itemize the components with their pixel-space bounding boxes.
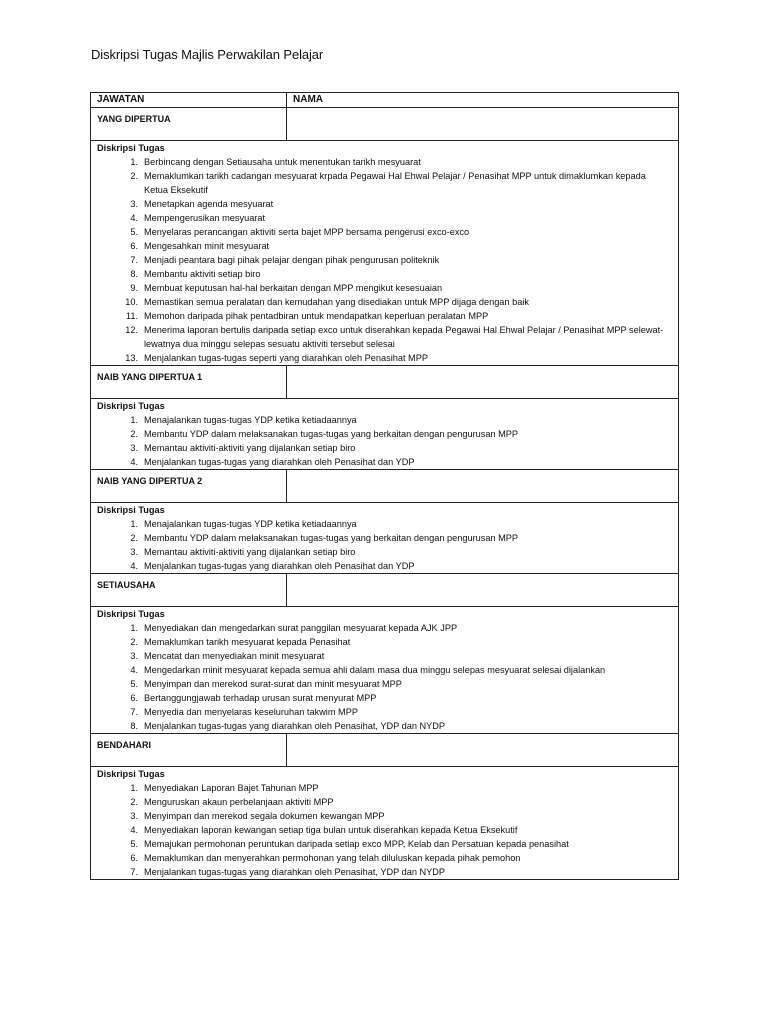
list-item	[97, 719, 672, 733]
task-text: Membantu YDP dalam melaksanakan tugas-tugas yang berkaitan dengan pengurusan MPP	[144, 429, 519, 439]
task-number: 1.	[130, 783, 138, 793]
task-number: 4.	[130, 213, 138, 223]
list-item	[97, 559, 672, 573]
list-item	[97, 413, 672, 427]
list-item	[97, 211, 672, 225]
description-cell	[91, 399, 679, 470]
list-item	[97, 781, 672, 795]
task-text: Mengesahkan minit mesyuarat	[144, 241, 270, 251]
list-item	[97, 691, 672, 705]
task-number: 8.	[130, 721, 138, 731]
task-list	[97, 781, 672, 879]
task-text: Mengedarkan minit mesyuarat kepada semua ahli dalam masa dua minggu selepas mesyuarat selesai dijalankan	[144, 665, 606, 675]
description-cell	[91, 607, 679, 734]
description-row	[91, 607, 679, 734]
task-list	[97, 621, 672, 733]
list-item	[97, 677, 672, 691]
description-row	[91, 141, 679, 366]
task-text: Memantau aktiviti-aktiviti yang dijalankan setiap biro	[144, 443, 356, 453]
task-number: 4.	[130, 825, 138, 835]
task-number: 6.	[130, 241, 138, 251]
name-cell[interactable]	[287, 574, 679, 607]
description-row	[91, 503, 679, 574]
list-item	[97, 517, 672, 531]
task-number: 7.	[130, 255, 138, 265]
list-item	[97, 705, 672, 719]
task-text: Menyediakan Laporan Bajet Tahunan MPP	[144, 783, 319, 793]
header-nama: NAMA	[287, 93, 679, 108]
task-text: Menjalankan tugas-tugas yang diarahkan oleh Penasihat, YDP dan NYDP	[144, 867, 446, 877]
task-number: 1.	[130, 519, 138, 529]
list-item	[97, 155, 672, 169]
list-item	[97, 649, 672, 663]
description-label: Diskripsi Tugas	[97, 143, 165, 153]
list-item	[97, 197, 672, 211]
task-number: 12.	[125, 325, 138, 335]
task-number: 5.	[130, 227, 138, 237]
task-number: 5.	[130, 679, 138, 689]
task-text: Berbincang dengan Setiausaha untuk menentukan tarikh mesyuarat	[144, 157, 421, 167]
role-title: BENDAHARI	[91, 734, 287, 767]
task-text: Memastikan semua peralatan dan kemudahan yang disediakan untuk MPP dijaga dengan baik	[144, 297, 529, 307]
duties-table-body	[91, 93, 679, 880]
list-item	[97, 635, 672, 649]
task-number: 1.	[130, 623, 138, 633]
name-cell[interactable]	[287, 108, 679, 141]
role-row	[91, 366, 679, 399]
task-number: 3.	[130, 443, 138, 453]
task-text: Mempengerusikan mesyuarat	[144, 213, 266, 223]
description-row	[91, 767, 679, 880]
description-label: Diskripsi Tugas	[97, 505, 165, 515]
task-number: 2.	[130, 533, 138, 543]
task-number: 10.	[125, 297, 138, 307]
task-text: Membantu YDP dalam melaksanakan tugas-tugas yang berkaitan dengan pengurusan MPP	[144, 533, 519, 543]
task-number: 3.	[130, 651, 138, 661]
task-number: 2.	[130, 637, 138, 647]
list-item	[97, 169, 672, 197]
role-row	[91, 470, 679, 503]
task-number: 7.	[130, 867, 138, 877]
role-row	[91, 574, 679, 607]
duties-table	[90, 92, 679, 880]
task-number: 5.	[130, 839, 138, 849]
description-cell	[91, 141, 679, 366]
name-cell[interactable]	[287, 470, 679, 503]
list-item	[97, 809, 672, 823]
list-item	[97, 455, 672, 469]
task-number: 6.	[130, 693, 138, 703]
task-list	[97, 517, 672, 573]
role-title: YANG DIPERTUA	[91, 108, 287, 141]
task-text: Menerima laporan bertulis daripada setiap exco untuk diserahkan kepada Pegawai Hal Ehwal Pelajar / Penasihat MPP selewat-lewatnya dua minggu selepas sesuatu aktiviti tersebut selesai	[144, 325, 664, 349]
header-jawatan: JAWATAN	[91, 93, 287, 108]
table-header-row	[91, 93, 679, 108]
task-number: 4.	[130, 457, 138, 467]
description-label: Diskripsi Tugas	[97, 769, 165, 779]
task-text: Menyimpan dan merekod segala dokumen kewangan MPP	[144, 811, 385, 821]
description-cell	[91, 767, 679, 880]
task-text: Menyedia dan menyelaras keseluruhan takwim MPP	[144, 707, 358, 717]
role-title: SETIAUSAHA	[91, 574, 287, 607]
list-item	[97, 531, 672, 545]
task-number: 9.	[130, 283, 138, 293]
task-number: 3.	[130, 199, 138, 209]
list-item	[97, 865, 672, 879]
task-number: 1.	[130, 415, 138, 425]
task-text: Menyelaras perancangan aktiviti serta bajet MPP bersama pengerusi exco-exco	[144, 227, 470, 237]
task-text: Bertanggungjawab terhadap urusan surat menyurat MPP	[144, 693, 377, 703]
task-text: Menjadi peantara bagi pihak pelajar dengan pihak pengurusan politeknik	[144, 255, 440, 265]
list-item	[97, 837, 672, 851]
list-item	[97, 851, 672, 865]
task-text: Mencatat dan menyediakan minit mesyuarat	[144, 651, 325, 661]
list-item	[97, 239, 672, 253]
task-number: 8.	[130, 269, 138, 279]
role-row	[91, 108, 679, 141]
task-text: Menjalankan tugas-tugas yang diarahkan oleh Penasihat dan YDP	[144, 457, 415, 467]
task-text: Menyediakan laporan kewangan setiap tiga bulan untuk diserahkan kepada Ketua Eksekutif	[144, 825, 518, 835]
name-cell[interactable]	[287, 366, 679, 399]
list-item	[97, 253, 672, 267]
task-number: 2.	[130, 797, 138, 807]
task-text: Memaklumkan tarikh mesyuarat kepada Penasihat	[144, 637, 351, 647]
task-text: Menjalankan tugas-tugas seperti yang diarahkan oleh Penasihat MPP	[144, 353, 428, 363]
task-text: Menguruskan akaun perbelanjaan aktiviti MPP	[144, 797, 334, 807]
task-number: 3.	[130, 811, 138, 821]
task-text: Menajalankan tugas-tugas YDP ketika ketiadaannya	[144, 415, 357, 425]
task-text: Menajalankan tugas-tugas YDP ketika ketiadaannya	[144, 519, 357, 529]
name-cell[interactable]	[287, 734, 679, 767]
list-item	[97, 823, 672, 837]
task-number: 2.	[130, 429, 138, 439]
task-list	[97, 155, 672, 365]
list-item	[97, 663, 672, 677]
list-item	[97, 545, 672, 559]
task-text: Menyediakan dan mengedarkan surat panggilan mesyuarat kepada AJK JPP	[144, 623, 458, 633]
list-item	[97, 295, 672, 309]
list-item	[97, 441, 672, 455]
task-number: 6.	[130, 853, 138, 863]
role-title: NAIB YANG DIPERTUA 1	[91, 366, 287, 399]
list-item	[97, 225, 672, 239]
description-label: Diskripsi Tugas	[97, 609, 165, 619]
list-item	[97, 427, 672, 441]
list-item	[97, 351, 672, 365]
document-title: Diskripsi Tugas Majlis Perwakilan Pelajar	[91, 47, 324, 62]
task-number: 2.	[130, 171, 138, 181]
task-text: Memantau aktiviti-aktiviti yang dijalankan setiap biro	[144, 547, 356, 557]
role-row	[91, 734, 679, 767]
description-label: Diskripsi Tugas	[97, 401, 165, 411]
task-number: 4.	[130, 665, 138, 675]
task-text: Memaklumkan dan menyerahkan permohonan yang telah diluluskan kepada pihak pemohon	[144, 853, 521, 863]
task-number: 3.	[130, 547, 138, 557]
task-number: 4.	[130, 561, 138, 571]
task-text: Memohon daripada pihak pentadbiran untuk mendapatkan keperluan peralatan MPP	[144, 311, 489, 321]
task-number: 11.	[125, 311, 138, 321]
task-number: 7.	[130, 707, 138, 717]
description-row	[91, 399, 679, 470]
role-title: NAIB YANG DIPERTUA 2	[91, 470, 287, 503]
list-item	[97, 281, 672, 295]
list-item	[97, 323, 672, 351]
list-item	[97, 621, 672, 635]
task-text: Menetapkan agenda mesyuarat	[144, 199, 274, 209]
task-text: Menjalankan tugas-tugas yang diarahkan oleh Penasihat, YDP dan NYDP	[144, 721, 446, 731]
task-text: Membantu aktiviti setiap biro	[144, 269, 261, 279]
description-cell	[91, 503, 679, 574]
task-text: Menjalankan tugas-tugas yang diarahkan oleh Penasihat dan YDP	[144, 561, 415, 571]
list-item	[97, 309, 672, 323]
task-text: Membuat keputusan hal-hal berkaitan dengan MPP mengikut kesesuaian	[144, 283, 443, 293]
task-number: 13.	[125, 353, 138, 363]
task-text: Memaklumkan tarikh cadangan mesyuarat krpada Pegawai Hal Ehwal Pelajar / Penasihat MPP untuk dimaklumkan kepada Ketua Eksekutif	[144, 171, 646, 195]
task-text: Memajukan permohonan peruntukan daripada setiap exco MPP, Kelab dan Persatuan kepada penasihat	[144, 839, 569, 849]
task-list	[97, 413, 672, 469]
list-item	[97, 267, 672, 281]
task-number: 1.	[130, 157, 138, 167]
list-item	[97, 795, 672, 809]
task-text: Menyimpan dan merekod surat-surat dan minit mesyuarat MPP	[144, 679, 402, 689]
